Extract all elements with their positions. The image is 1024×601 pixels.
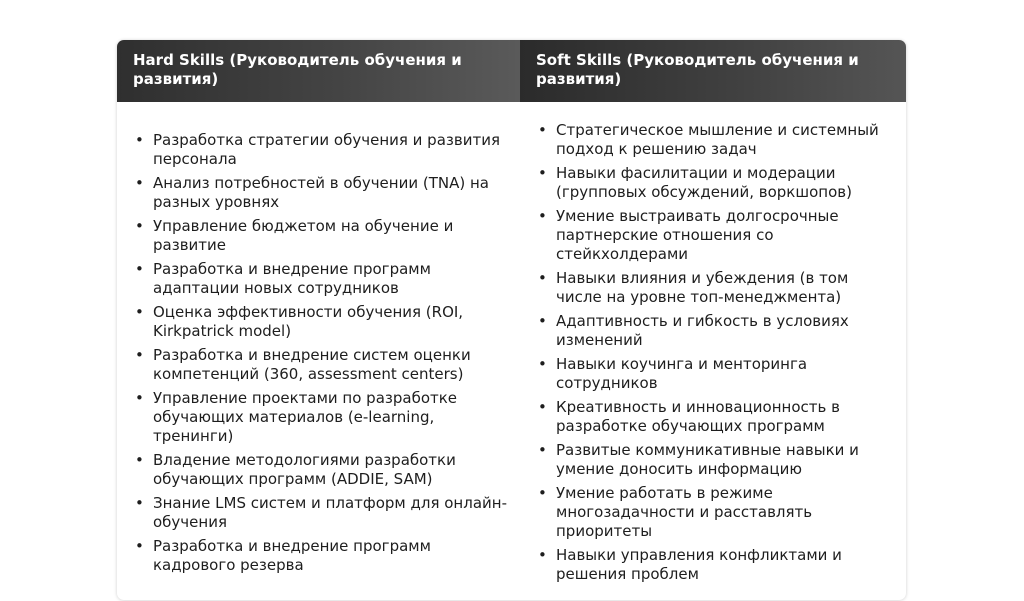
table-header-row — [117, 40, 906, 102]
bullet-icon: • — [538, 441, 547, 459]
list-item-text: Навыки фасилитации и модерации (групповых обсуждений, воркшопов) — [556, 164, 852, 201]
hard-skill-item — [133, 451, 510, 489]
bullet-icon: • — [135, 346, 144, 364]
hard-skill-item — [133, 389, 510, 446]
bullet-icon: • — [538, 269, 547, 287]
soft-skill-item — [536, 164, 896, 202]
list-item-text: Разработка и внедрение систем оценки компетенций (360, assessment centers) — [153, 346, 471, 383]
soft-skill-item — [536, 398, 896, 436]
bullet-icon: • — [538, 121, 547, 139]
list-item-text: Развитые коммуникативные навыки и умение доносить информацию — [556, 441, 859, 478]
bullet-icon: • — [538, 207, 547, 225]
list-item-text: Стратегическое мышление и системный подход к решению задач — [556, 121, 879, 158]
soft-skill-item — [536, 546, 896, 584]
list-item-text: Адаптивность и гибкость в условиях изменений — [556, 312, 849, 349]
bullet-icon: • — [538, 164, 547, 182]
hard-skill-item — [133, 346, 510, 384]
soft-skill-item — [536, 484, 896, 541]
soft-skills-list — [536, 121, 896, 584]
list-item-text: Умение работать в режиме многозадачности и расставлять приоритеты — [556, 484, 813, 540]
bullet-icon: • — [538, 312, 547, 330]
list-item-text: Навыки управления конфликтами и решения проблем — [556, 546, 842, 583]
soft-skills-column — [520, 102, 906, 589]
bullet-icon: • — [538, 398, 547, 416]
bullet-icon: • — [538, 484, 547, 502]
bullet-icon: • — [135, 537, 144, 555]
hard-skill-item — [133, 131, 510, 169]
list-item-text: Анализ потребностей в обучении (TNA) на разных уровнях — [153, 174, 489, 211]
hard-skill-item — [133, 494, 510, 532]
soft-skill-item — [536, 312, 896, 350]
bullet-icon: • — [538, 355, 547, 373]
list-item-text: Управление проектами по разработке обучающих материалов (e-learning, тренинги) — [153, 389, 458, 445]
list-item-text: Навыки влияния и убеждения (в том числе на уровне топ-менеджмента) — [556, 269, 849, 306]
list-item-text: Разработка стратегии обучения и развития персонала — [153, 131, 500, 168]
hard-skill-item — [133, 260, 510, 298]
bullet-icon: • — [538, 546, 547, 564]
bullet-icon: • — [135, 217, 144, 235]
list-item-text: Управление бюджетом на обучение и развитие — [153, 217, 454, 254]
list-item-text: Владение методологиями разработки обучающих программ (ADDIE, SAM) — [153, 451, 456, 488]
soft-skill-item — [536, 355, 896, 393]
soft-skill-item — [536, 207, 896, 264]
list-item-text: Умение выстраивать долгосрочные партнерские отношения со стейкхолдерами — [556, 207, 839, 263]
soft-skills-header: Soft Skills (Руководитель обучения и развития) — [520, 40, 906, 102]
bullet-icon: • — [135, 131, 144, 149]
list-item-text: Оценка эффективности обучения (ROI, Kirkpatrick model) — [153, 303, 464, 340]
bullet-icon: • — [135, 260, 144, 278]
bullet-icon: • — [135, 494, 144, 512]
list-item-text: Разработка и внедрение программ кадрового резерва — [153, 537, 431, 574]
table-body-row — [117, 102, 906, 589]
hard-skill-item — [133, 537, 510, 575]
soft-skill-item — [536, 121, 896, 159]
list-item-text: Знание LMS систем и платформ для онлайн-обучения — [153, 494, 507, 531]
soft-skill-item — [536, 441, 896, 479]
hard-skill-item — [133, 174, 510, 212]
hard-skills-header: Hard Skills (Руководитель обучения и развития) — [117, 40, 520, 102]
hard-skill-item — [133, 217, 510, 255]
list-item-text: Навыки коучинга и менторинга сотрудников — [556, 355, 808, 392]
bullet-icon: • — [135, 389, 144, 407]
bullet-icon: • — [135, 174, 144, 192]
skills-table — [117, 40, 906, 600]
bullet-icon: • — [135, 303, 144, 321]
list-item-text: Разработка и внедрение программ адаптации новых сотрудников — [153, 260, 431, 297]
hard-skill-item — [133, 303, 510, 341]
hard-skills-list — [133, 131, 510, 575]
hard-skills-column — [117, 102, 520, 589]
bullet-icon: • — [135, 451, 144, 469]
soft-skill-item — [536, 269, 896, 307]
list-item-text: Креативность и инновационность в разработке обучающих программ — [556, 398, 840, 435]
